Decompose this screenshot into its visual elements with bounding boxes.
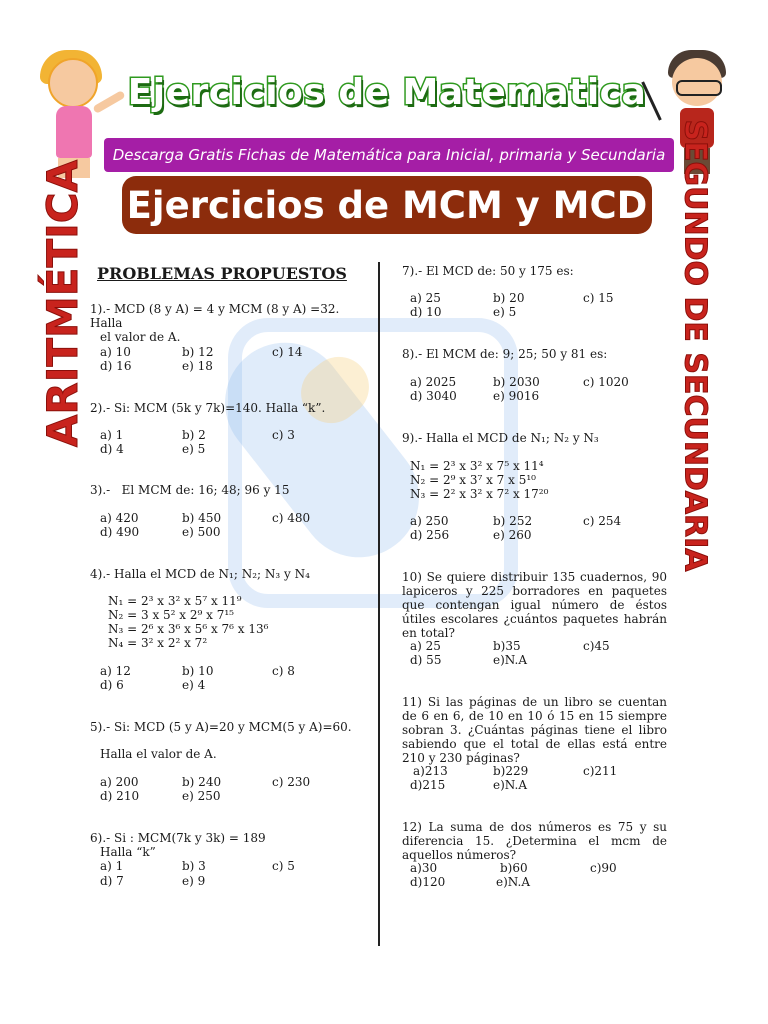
problem-9: 9).- Halla el MCD de N₁; N₂ y N₃: [402, 431, 599, 445]
formula-n3: N₃ = 2⁶ x 3⁶ x 5⁶ x 7⁶ x 13⁶: [108, 622, 269, 636]
option: e) 5: [182, 442, 206, 456]
formula-n2: N₂ = 2⁹ x 3⁷ x 7 x 5¹⁰: [410, 473, 536, 487]
option: e) 5: [493, 305, 517, 319]
option: d)215: [410, 778, 446, 792]
boy-glasses: [676, 80, 722, 96]
option: c) 230: [272, 775, 311, 789]
option: d) 256: [410, 528, 450, 542]
option: b) 3: [182, 859, 206, 873]
option: c) 254: [583, 514, 622, 528]
option: d)120: [410, 875, 446, 889]
option: b) 450: [182, 511, 222, 525]
problem-5-question: Halla el valor de A.: [100, 747, 217, 761]
problem-4: 4).- Halla el MCD de N₁; N₂; N₃ y N₄: [90, 567, 310, 581]
problem-6-question: Halla “k”: [100, 845, 156, 859]
option: b) 240: [182, 775, 222, 789]
option: c)211: [583, 764, 618, 778]
option: a) 1: [100, 428, 124, 442]
option: d) 6: [100, 678, 124, 692]
option: a) 2025: [410, 375, 457, 389]
option: e) 4: [182, 678, 206, 692]
girl-illustration-arm: [92, 90, 125, 114]
section-heading: PROBLEMAS PROPUESTOS: [97, 264, 347, 283]
option: e) 9: [182, 874, 206, 888]
option: b) 12: [182, 345, 214, 359]
option: a) 250: [410, 514, 449, 528]
formula-n1: N₁ = 2³ x 3² x 7⁵ x 11⁴: [410, 459, 544, 473]
problem-12: 12) La suma de dos números es 75 y su diferencia 15. ¿Determina el mcm de aquellos números?: [402, 820, 667, 862]
vertical-label-right: SEGUNDO DE SECUNDARIA: [677, 118, 713, 572]
option: e) 9016: [493, 389, 540, 403]
option: e) 18: [182, 359, 213, 373]
option: c) 5: [272, 859, 295, 873]
option: c) 480: [272, 511, 311, 525]
problem-10: 10) Se quiere distribuir 135 cuadernos, 90 lapiceros y 225 borradores en paquetes que contengan igual número de éstos útiles escolares ¿cuántos paquetes habrán en total?: [402, 570, 667, 640]
formula-n3: N₃ = 2² x 3² x 7² x 17²⁰: [410, 487, 549, 501]
vertical-label-left: ARITMÉTICA: [38, 159, 88, 447]
option: c)45: [583, 639, 610, 653]
option: b) 2: [182, 428, 206, 442]
option: a) 25: [410, 639, 441, 653]
problem-11: 11) Si las páginas de un libro se cuentan de 6 en 6, de 10 en 10 ó 15 en 15 siempre sobran 3. ¿Cuántas páginas tiene el libro sabiendo que el total de ellas está entre 210 y 230 páginas?: [402, 695, 667, 765]
option: c) 15: [583, 291, 614, 305]
option: b) 2030: [493, 375, 540, 389]
option: a) 12: [100, 664, 131, 678]
girl-illustration-dress: [56, 106, 92, 158]
option: c) 3: [272, 428, 295, 442]
option: a) 1: [100, 859, 124, 873]
option: b)60: [500, 861, 528, 875]
option: d) 490: [100, 525, 140, 539]
option: b)229: [493, 764, 529, 778]
problem-3: 3).- El MCM de: 16; 48; 96 y 15: [90, 483, 290, 497]
option: b) 20: [493, 291, 525, 305]
option: c) 14: [272, 345, 303, 359]
problem-7: 7).- El MCD de: 50 y 175 es:: [402, 264, 574, 278]
option: c) 1020: [583, 375, 629, 389]
problem-2: 2).- Si: MCM (5k y 7k)=140. Halla “k”.: [90, 401, 326, 415]
formula-n1: N₁ = 2³ x 3² x 5⁷ x 11⁹: [108, 594, 242, 608]
option: e) 250: [182, 789, 221, 803]
site-title: Ejercicios de Matematica: [127, 71, 647, 113]
subtitle-text: Descarga Gratis Fichas de Matemática para Inicial, primaria y Secundaria: [112, 146, 666, 164]
option: e)N.A: [496, 875, 530, 889]
option: e)N.A: [493, 653, 527, 667]
option: d) 16: [100, 359, 132, 373]
option: a) 420: [100, 511, 139, 525]
option: a) 10: [100, 345, 131, 359]
option: b) 10: [182, 664, 214, 678]
option: d) 210: [100, 789, 140, 803]
problem-8: 8).- El MCM de: 9; 25; 50 y 81 es:: [402, 347, 608, 361]
problem-6: 6).- Si : MCM(7k y 3k) = 189: [90, 831, 266, 845]
option: c) 8: [272, 664, 295, 678]
option: b)35: [493, 639, 521, 653]
formula-n2: N₂ = 3 x 5² x 2⁹ x 7¹⁵: [108, 608, 234, 622]
problem-1: 1).- MCD (8 y A) = 4 y MCM (8 y A) =32. Halla el valor de A.: [90, 302, 340, 344]
option: b) 252: [493, 514, 533, 528]
option: d) 3040: [410, 389, 457, 403]
option: d) 55: [410, 653, 442, 667]
topic-banner: [122, 176, 652, 234]
problem-5: 5).- Si: MCD (5 y A)=20 y MCM(5 y A)=60.: [90, 720, 352, 734]
column-divider: [378, 262, 380, 946]
option: d) 7: [100, 874, 124, 888]
option: c)90: [590, 861, 617, 875]
option: d) 4: [100, 442, 124, 456]
topic-title: Ejercicios de MCM y MCD: [126, 183, 648, 227]
option: a)30: [410, 861, 438, 875]
option: d) 10: [410, 305, 442, 319]
subtitle-band: [104, 138, 674, 172]
girl-illustration: [48, 58, 98, 108]
option: a) 200: [100, 775, 139, 789]
formula-n4: N₄ = 3² x 2² x 7²: [108, 636, 208, 650]
option: e) 500: [182, 525, 221, 539]
option: e)N.A: [493, 778, 527, 792]
option: e) 260: [493, 528, 532, 542]
option: a) 25: [410, 291, 441, 305]
option: a)213: [413, 764, 448, 778]
